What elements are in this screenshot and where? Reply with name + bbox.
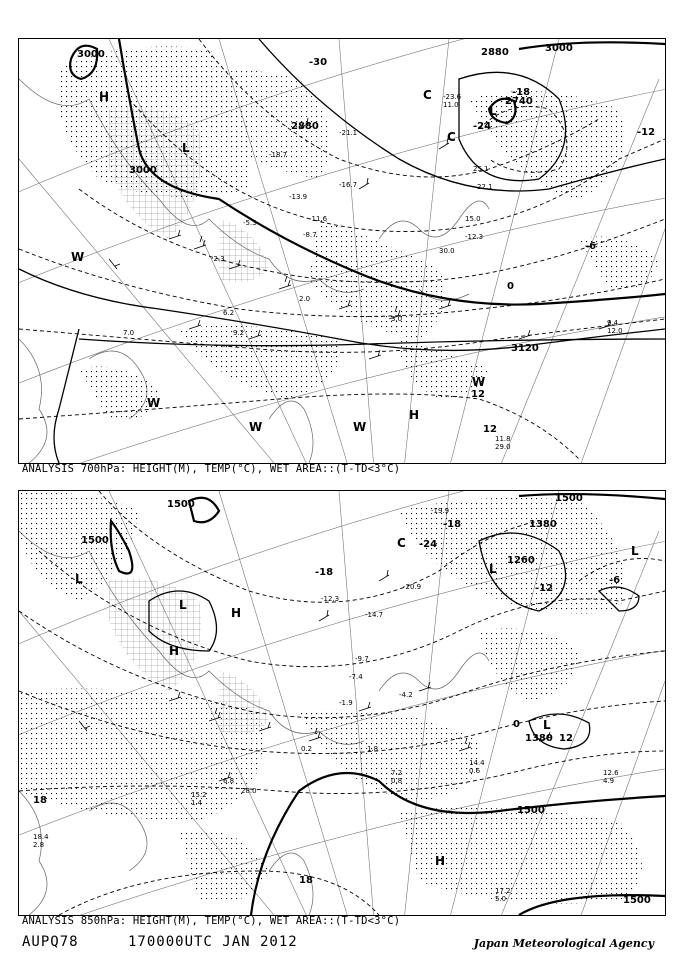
station-plot: 12.0 (607, 327, 623, 335)
isotherm-label-minus6: -6 (609, 575, 621, 586)
station-plot: -13.9 (289, 193, 308, 201)
isotherm-label-minus30: -30 (309, 57, 328, 68)
caption-850hpa: ANALYSIS 850hPa: HEIGHT(M), TEMP(°C), WET AREA::(T-TD<3°C) (22, 915, 401, 927)
station-plot: 7.0 (123, 329, 135, 337)
isotherm-label-minus12: -12 (535, 583, 554, 594)
station-plot: -7.4 (349, 673, 363, 681)
station-plot: -5.3 (243, 219, 257, 227)
station-plot: 9.4 (607, 319, 619, 327)
height-label-2880-b: 2880 (481, 47, 509, 58)
center-W-e: W (472, 375, 486, 389)
center-C-a: C (423, 88, 432, 102)
station-plot: 4.9 (603, 777, 615, 785)
center-H-south: H (435, 854, 446, 868)
center-L-east: L (489, 562, 497, 576)
valid-time: 170000UTC JAN 2012 (128, 934, 298, 950)
station-plot: -8.7 (303, 231, 317, 239)
isotherm-label-18-b: 18 (299, 875, 313, 886)
map-850hpa-canvas (19, 491, 665, 915)
center-H-b: H (169, 644, 180, 658)
center-H-south: H (409, 408, 420, 422)
station-plot: 29.0 (495, 443, 511, 451)
isotherm-label-12: 12 (559, 733, 573, 744)
station-plot: 11.8 (495, 435, 511, 443)
station-plot: -12.3 (321, 595, 340, 603)
station-plot: -23.6 (443, 93, 462, 101)
height-label-2880-a: 2880 (291, 121, 319, 132)
center-L-west: L (179, 598, 187, 612)
height-label-3000-a: 3000 (77, 49, 105, 60)
isotherm-label-minus12: -12 (637, 127, 656, 138)
chart-code: AUPQ78 (22, 934, 79, 950)
station-plot: 6.2 (223, 309, 235, 317)
center-W-b: W (147, 396, 161, 410)
height-label-2740: 2740 (505, 96, 533, 107)
station-plot: 17.2 (495, 887, 511, 895)
height-label-1260: 1260 (507, 555, 535, 566)
center-C: C (397, 536, 406, 550)
station-plot: 5.0 (495, 895, 507, 903)
station-plot: 28.0 (241, 787, 257, 795)
center-H-a: H (231, 606, 242, 620)
station-plot: -12.3 (465, 233, 484, 241)
station-plot: 15.0 (465, 215, 481, 223)
height-label-3000-b: 3000 (129, 165, 157, 176)
station-plot: 15.2 (191, 791, 207, 799)
isotherm-label-12-a: 12 (471, 389, 485, 400)
station-plot: 12.6 (603, 769, 619, 777)
station-plot: 25.1 (473, 165, 489, 173)
station-plot: -20.9 (403, 583, 422, 591)
height-label-1500-b: 1500 (167, 499, 195, 510)
isotherm-label-minus18-a: -18 (315, 567, 334, 578)
station-plot: 0.8 (391, 777, 403, 785)
isotherm-label-minus6: -6 (585, 241, 597, 252)
station-plot: 30.0 (439, 247, 455, 255)
station-plot: 9.2 (233, 329, 245, 337)
height-label-3000-c: 3000 (545, 43, 573, 54)
station-plot: -14.7 (365, 611, 384, 619)
isotherm-label-minus18: -18 (512, 87, 531, 98)
map-panel-700hpa (18, 38, 666, 464)
height-label-1500-a: 1500 (81, 535, 109, 546)
agency-name: Japan Meteorological Agency (473, 937, 654, 950)
station-plot: 18.4 (33, 833, 49, 841)
station-plot: 1.4 (191, 799, 203, 807)
station-plot: 0.2 (301, 745, 313, 753)
height-label-3120: 3120 (511, 343, 539, 354)
station-plot: 14.4 (469, 759, 485, 767)
height-label-1500-d: 1500 (517, 805, 545, 816)
isotherm-label-18-a: 18 (33, 795, 47, 806)
station-plot: -11.6 (309, 215, 328, 223)
isotherm-label-minus24: -24 (419, 539, 438, 550)
center-L-east: L (489, 104, 497, 118)
center-L-west: L (182, 141, 190, 155)
height-label-1500-e: 1500 (623, 895, 651, 906)
height-label-1380-b: 1380 (525, 733, 553, 744)
center-C-b: C (447, 130, 456, 144)
station-plot: -21.1 (339, 129, 358, 137)
station-plot: 2.0 (299, 295, 311, 303)
center-L-far-west: L (75, 572, 83, 586)
isotherm-label-12-b: 12 (483, 424, 497, 435)
station-plot: -2.3 (211, 255, 225, 263)
station-plot: 0.6 (469, 767, 481, 775)
station-plot: 3.0 (391, 315, 403, 323)
station-plot: -1.9 (339, 699, 353, 707)
station-plot: -4.2 (399, 691, 413, 699)
isotherm-label-minus18-b: -18 (443, 519, 462, 530)
center-W-c: W (249, 420, 263, 434)
station-plot: -16.7 (339, 181, 358, 189)
height-label-1380-a: 1380 (529, 519, 557, 530)
center-L-south: L (543, 718, 551, 732)
map-700hpa-canvas (19, 39, 665, 463)
station-plot: 11.0 (443, 101, 459, 109)
station-plot: 6.8 (223, 777, 235, 785)
station-plot: -19.9 (431, 507, 450, 515)
station-plot: 7.2 (391, 769, 403, 777)
station-plot: -18.7 (269, 151, 288, 159)
center-W-a: W (71, 250, 85, 264)
station-plot: 2.8 (33, 841, 45, 849)
isotherm-label-minus24: -24 (473, 121, 492, 132)
center-L-far-east: L (631, 544, 639, 558)
station-plot: 1.8 (367, 745, 379, 753)
center-W-d: W (353, 420, 367, 434)
isotherm-label-0: 0 (513, 719, 520, 730)
caption-700hpa: ANALYSIS 700hPa: HEIGHT(M), TEMP(°C), WET AREA::(T-TD<3°C) (22, 463, 401, 475)
map-panel-850hpa (18, 490, 666, 916)
station-plot: 22.1 (477, 183, 493, 191)
center-H-north: H (99, 90, 110, 104)
station-plot: -9.7 (355, 655, 369, 663)
height-label-1500-c: 1500 (555, 493, 583, 504)
isotherm-label-0: 0 (507, 281, 514, 292)
